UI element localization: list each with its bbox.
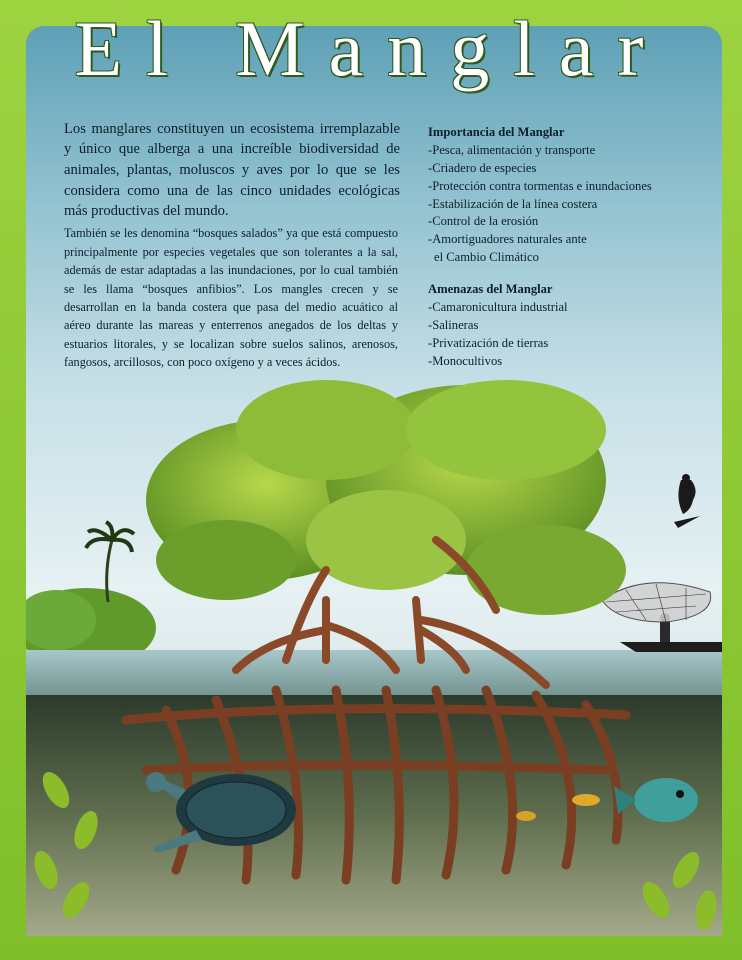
importance-heading: Importancia del Manglar — [428, 125, 565, 139]
list-item: -Protección contra tormentas e inundaciones — [428, 178, 652, 193]
mangrove-illustration — [26, 370, 722, 936]
list-item: -Camaronicultura industrial — [428, 299, 568, 314]
list-item: -Estabilización de la línea costera — [428, 196, 598, 211]
bird-icon — [674, 474, 700, 528]
list-item: el Cambio Climático — [434, 250, 539, 265]
list-item: -Control de la erosión — [428, 214, 539, 229]
threats-list — [428, 299, 728, 371]
fisherman-boat-icon — [602, 583, 722, 652]
importance-list — [428, 142, 728, 267]
intro-paragraph: Los manglares constituyen un ecosistema irremplazable y único que alberga a una increíble biodiversidad de animales, plantas, moluscos y aves por lo que se les considera como una de las cinco unidades ecológicas más productivas del mundo. — [64, 120, 400, 220]
list-item: -Salineras — [428, 317, 479, 332]
water-surface — [26, 650, 722, 700]
list-item: -Pesca, alimentación y transporte — [428, 142, 596, 157]
list-item: -Amortiguadores naturales ante — [428, 232, 587, 247]
list-item: -Monocultivos — [428, 353, 503, 368]
info-sidebar — [428, 124, 728, 384]
description-paragraph: También se les denomina “bosques salados” ya que está compuesto principalmente por especies vegetales que son tolerantes a la sal, además de estar adaptadas a las inundaciones, por lo cual también se les llama “bosques anfibios”. Los mangles crecen y se desarrollan en la banda costera que pasa del medio acuático al aéreo durante las mareas y enterrenos anegados de los deltas y estuarios litorales, y se localizan sobre suelos salinos, arenosos, fangosos, arcillosos, con poco oxígeno y a veces ácidos. — [64, 226, 398, 370]
poster-title: El Manglar — [74, 5, 668, 92]
list-item: -Criadero de especies — [428, 160, 537, 175]
list-item: -Privatización de tierras — [428, 335, 549, 350]
threats-heading: Amenazas del Manglar — [428, 282, 553, 296]
